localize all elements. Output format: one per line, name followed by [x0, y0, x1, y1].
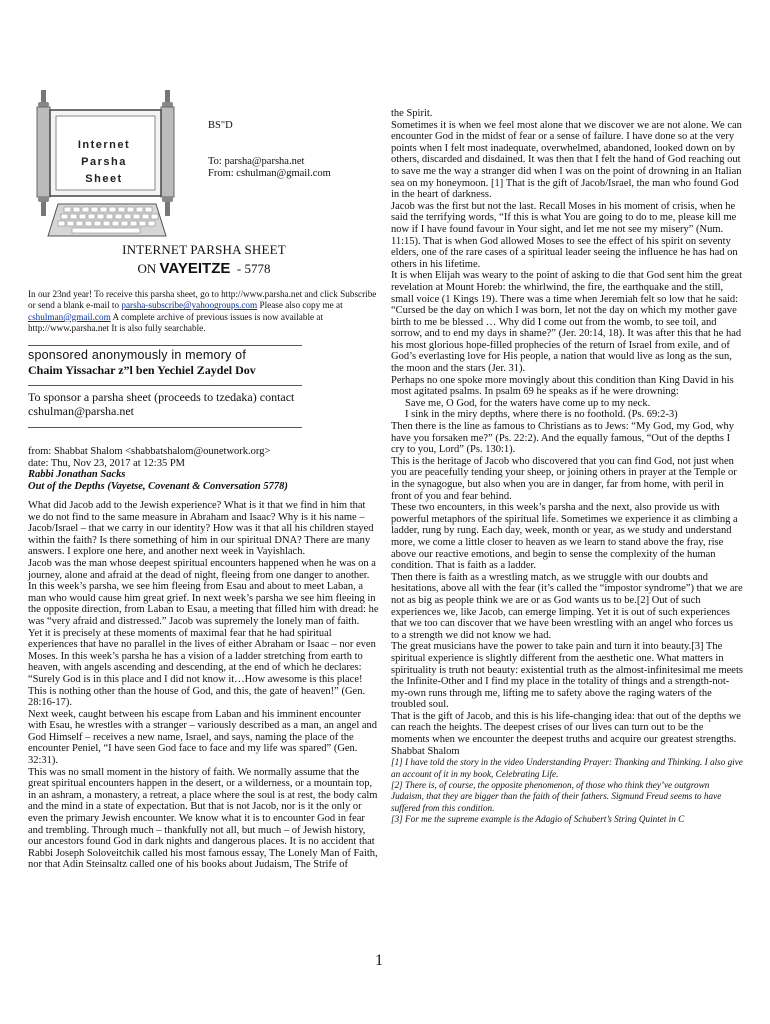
bsd-label: BS"D [208, 120, 233, 131]
sign-off: Shabbat Shalom [391, 745, 460, 757]
divider [28, 385, 302, 386]
paragraph: the Spirit. [391, 108, 433, 119]
logo-line-1: Internet [77, 139, 131, 151]
tzedaka-line-2: cshulman@parsha.net [28, 404, 135, 418]
paragraph: This was no small moment in the history of faith. We normally assume that the great spiritual encounters happen in the desert, or a wilderness, or a mountain top, in an ashram, a monastery, a retreat, a place where the soul is at rest, the body calm and the mind in a state of expectation. But that is not Jacob, nor is it the only or even the primary Jewish encounter. We know what it is to encounter God in fear and trembling. Through much – thankfully not all, but much – of Jewish history, our ancestors found God in dark nights and dangerous places. It is no accident that Rabbi Joseph Soloveitchik called his most famous essay, The Lonely Man of Faith, nor that Adin Steinsaltz called one of his books about Judaism, The Strife of [28, 766, 378, 871]
page-title [28, 242, 380, 277]
from-address: From: cshulman@gmail.com [208, 168, 331, 179]
intro-text-2: Please also copy me at [259, 300, 343, 311]
divider [28, 345, 302, 346]
article-body-left [28, 500, 380, 871]
divider [28, 427, 302, 428]
page-number: 1 [375, 952, 383, 969]
title-line-1: INTERNET PARSHA SHEET [122, 242, 286, 257]
article-body-right [391, 108, 743, 826]
author-name: Rabbi Jonathan Sacks [28, 469, 126, 481]
title-parsha: VAYEITZE [159, 260, 231, 277]
paragraph: These two encounters, in this week’s parsha and the next, also provide us with powerful metaphors of the spiritual life. Sometimes we experience it as climbing a ladder, rung by rung. Each day, week, month or year, as we study and understand more, we come a little closer to heaven as we learn to stand above the fray, rise above our reactive emotions, and begin to sense the complexity of the human condition. That is faith as a ladder. [391, 502, 738, 572]
title-on: ON [137, 261, 157, 276]
tzedaka-line-1: To sponsor a parsha sheet (proceeds to tzedaka) contact [28, 390, 295, 404]
sponsor-line-2: Chaim Yissachar z”l ben Yechiel Zaydel Dov [28, 363, 256, 377]
paragraph: Perhaps no one spoke more movingly about this condition than King David in his most agitated psalms. In psalm 69 he speaks as if he were drowning: [391, 374, 734, 398]
logo-line-2: Parsha [81, 156, 127, 168]
header-addresses [208, 120, 388, 181]
subscription-intro [28, 289, 380, 335]
footnote: [2] There is, of course, the opposite phenomenon, of those who think they’ve outgrown Judaism, that they are bigger than the faith of their fathers. Sigmund Freud seems to have suffered from this condition. [391, 780, 722, 813]
logo-line-3: Sheet [85, 173, 123, 185]
paragraph: It is when Elijah was weary to the point of asking to die that God sent him the great revelation at Mount Horeb: the whirlwind, the fire, the earthquake and the still, small voice (1 Kings 19). There was a time when Jeremiah felt so low that he said: “Cursed be the day on which I was born, let not the day on which my mother gave birth to me be blessed … Why did I come out from the womb, to see toil, and sorrow, and to end my days in shame?” (Jer. 20:14, 18). It was after this that he had his most glorious hope-filled prophecies of the return of Israel from exile, and of God’s everlasting love for His people, a nation that would live as long as the sun, the moon and the stars (Jer. 31). [391, 270, 743, 375]
email-from: from: Shabbat Shalom <shabbatshalom@ounetwork.org> [28, 446, 271, 457]
to-address: To: parsha@parsha.net [208, 155, 305, 167]
title-year: - 5778 [236, 261, 271, 276]
torah-scroll-keyboard-logo-icon [28, 86, 204, 240]
cshulman-email-link[interactable]: cshulman@gmail.com [28, 311, 111, 322]
title-line-2 [28, 260, 380, 277]
paragraph: Then there is faith as a wrestling match, as we struggle with our doubts and hesitations, above all with the fear (it’s called the “impostor syndrome”) that we are not as big as people think we are or as God wants us to be.[2] Out of such experiences we, like Jacob, can emerge limping. Yet it is out of such experiences that we too can discover that we have been wrestling with an angel who forces us to a strength we did not know we had. [391, 571, 743, 641]
paragraph: What did Jacob add to the Jewish experience? What is it that we find in him that we do not find to the same measure in Abraham and Isaac? Why is it his name – Jacob/Israel – that we carry in our identity? How was it that all his children stayed within the faith? Is there something of him in our spiritual DNA? There are many answers. I explore one here, and another next week in Vayishlach. [28, 500, 374, 558]
paragraph: Yet it is precisely at these moments of maximal fear that he had spiritual experiences that have no parallel in the lives of either Abraham or Isaac – nor even Moses. In this week’s parsha he has a vision of a ladder stretching from earth to heaven, with angels ascending and descending, at the end of which he declares: “Surely God is in this place and I did not know it…How awesome is this place! This is nothing other than the house of God, and this, the gate of heaven!” (Gen. 28:16-17). [28, 627, 376, 709]
tzedaka-block [28, 390, 380, 418]
internet-parsha-sheet-logo [28, 86, 204, 240]
footnote: [3] For me the supreme example is the Adagio of Schubert’s String Quintet in C [391, 814, 685, 825]
paragraph: Then there is the line as famous to Christians as to Jews: “My God, my God, why have you forsaken me?” (Ps. 22:2). And the equally famous, “Out of the depths I cry to you, Lord” (Ps. 130:1). [391, 421, 734, 456]
article-title: Out of the Depths (Vayetse, Covenant & Conversation 5778) [28, 480, 288, 492]
intro-text-1: In our 23nd year! To receive this parsha sheet, go to http://www.parsha.net and click Subscribe or send a blank e-mail to [28, 289, 377, 311]
sponsor-block [28, 348, 380, 378]
psalm-line: Save me, O God, for the waters have come up to my neck. [405, 397, 651, 409]
subscribe-link[interactable]: parsha-subscribe@yahoogroups.com [121, 300, 258, 311]
intro-text-3: A complete archive of previous issues is now available at http://www.parsha.net It is also fully searchable. [28, 311, 324, 334]
paragraph: Sometimes it is when we feel most alone that we discover we are not alone. We can encounter God in the midst of fear or a sense of failure. I have done so at the very points when I felt most inadequate, overwhelmed, abandoned, looked down on by others, discarded and disdained. It was then that I felt the hand of God reaching out to save me the way a stranger did when I was on the point of drowning in an Italian sea on my honeymoon. [1] That is the gift of Jacob/Israel, the man who found God in the heart of darkness. [391, 119, 742, 201]
footnote: [1] I have told the story in the video Understanding Prayer: Thanking and Thinking. I also give an account of it in my book, Celebrating Life. [391, 757, 743, 779]
email-date: date: Thu, Nov 23, 2017 at 12:35 PM [28, 457, 186, 469]
paragraph: This is the heritage of Jacob who discovered that you can find God, not just when you are peacefully tending your sheep, or joining others in prayer at the Temple or in the synagogue, but also when you are in danger, far from home, with peril in front of you and fear behind. [391, 455, 737, 502]
psalm-line: I sink in the miry depths, where there is no foothold. (Ps. 69:2-3) [405, 409, 678, 421]
paragraph: Jacob was the first but not the last. Recall Moses in his moment of crisis, when he said the terrifying words, “If this is what You are going to do to me, please kill me now if I have found favour in Your sight, and let me not see my misery” (Num. 11:15). That is when God allowed Moses to see the effect of his spirit on seventy elders, one of the rare cases of a spiritual leader seeing the influence he has had on others in his lifetime. [391, 200, 738, 270]
paragraph: The great musicians have the power to take pain and turn it into beauty.[3] The spiritual experience is slightly different from the aesthetic one. What matters in spirituality is truth not beauty: existential truth as the almost-infinitesimal me meets the Infinite-Other and I find my place in the totality of things and a strength-not-my-own runs through me, lifting me to safety above the raging waters of the troubled soul. [391, 641, 743, 711]
paragraph: Jacob was the man whose deepest spiritual encounters happened when he was on a journey, alone and afraid at the dead of night, fleeing from one danger to another. In this week’s parsha, we see him fleeing from Esau and about to meet Laban, a man who would cause him great grief. In next week’s parsha we see him fleeing in the opposite direction, from Laban to Esau, a meeting that filled him with dread: he was “very afraid and distressed.” Jacob was supremely the lonely man of faith. [28, 557, 379, 627]
paragraph: That is the gift of Jacob, and this is his life-changing idea: that out of the depths we can reach the heights. The deepest crises of our lives can turn out to be the moments when we encounter the deepest truths and acquire our greatest strengths. [391, 710, 741, 746]
email-meta [28, 446, 380, 492]
sponsor-line-1: sponsored anonymously in memory of [28, 348, 247, 362]
paragraph: Next week, caught between his escape from Laban and his imminent encounter with Esau, he wrestles with a stranger – variously described as a man, an angel and God Himself – receives a new name, Israel, and says, naming the place of the encounter Peniel, “I have seen God face to face and my life was spared” (Gen. 32:31). [28, 708, 378, 767]
